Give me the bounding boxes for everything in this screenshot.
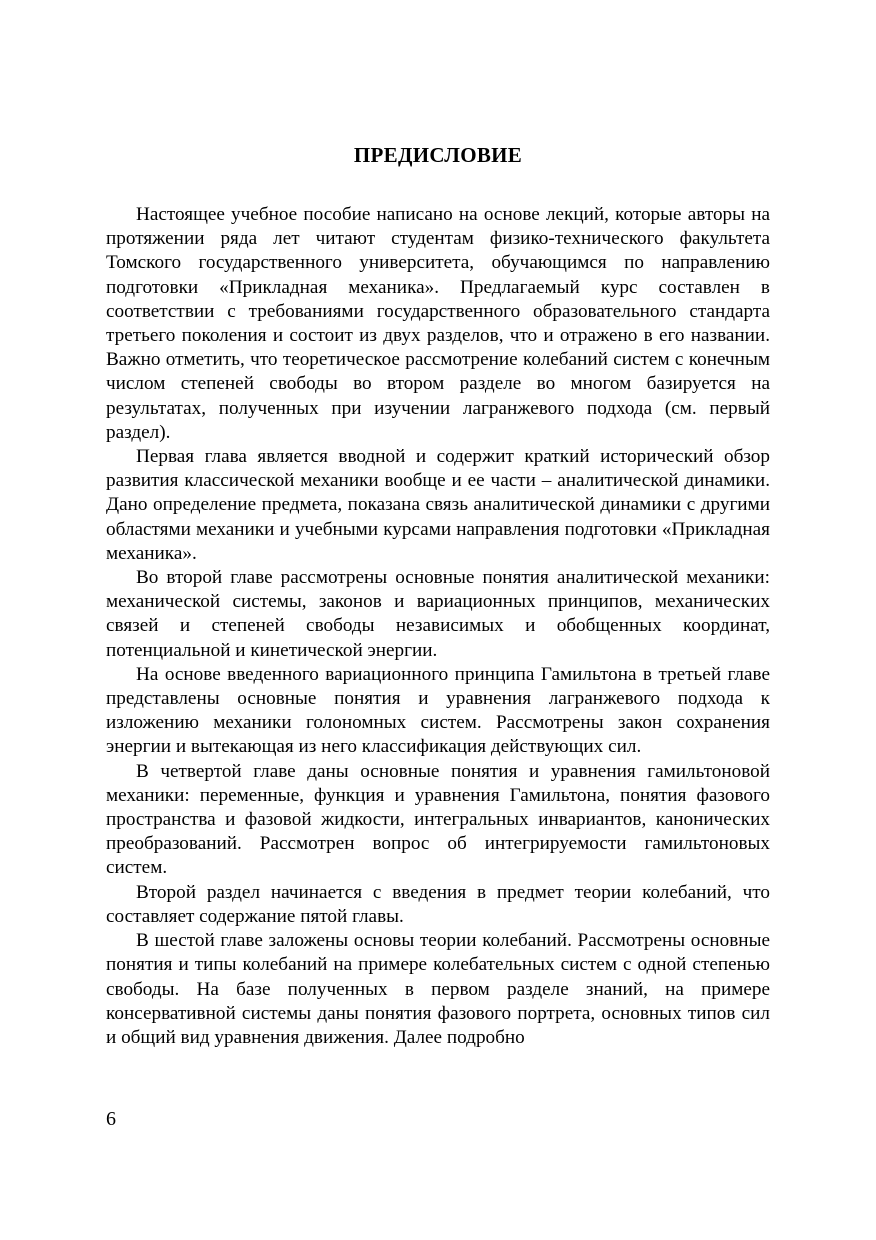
paragraph: В шестой главе заложены основы теории колебаний. Рассмотрены основные понятия и типы колебаний на примере колебательных систем с одной степенью свободы. На базе полученных в первом разделе знаний, на примере консервативной системы даны понятия фазового портрета, основных типов сил и общий вид уравнения движения. Далее подробно [106,930,770,1048]
paragraph: Во второй главе рассмотрены основные понятия аналитической механики: механической системы, законов и вариационных принципов, механических связей и степеней свободы независимых и обобщенных координат, потенциальной и кинетической энергии. [106,567,770,661]
body-text [106,203,770,1050]
page-title: ПРЕДИСЛОВИЕ [353,143,523,167]
paragraph: Настоящее учебное пособие написано на основе лекций, которые авторы на протяжении ряда лет читают студентам физико-технического факультета Томского государственного университета, обучающимся по направлению подготовки «Прикладная механика». Предлагаемый курс составлен в соответствии с требованиями государственного образовательного стандарта третьего поколения и состоит из двух разделов, что и отражено в его названии. Важно отметить, что теоретическое рассмотрение колебаний систем с конечным числом степеней свободы во втором разделе во многом базируется на результатах, полученных при изучении лагранжевого подхода (см. первый раздел). [106,204,770,443]
page-number: 6 [106,1108,116,1130]
paragraph: В четвертой главе даны основные понятия и уравнения гамильтоновой механики: переменные, функция и уравнения Гамильтона, понятия фазового пространства и фазовой жидкости, интегральных инвариантов, канонических преобразований. Рассмотрен вопрос об интегрируемости гамильтоновых систем. [106,760,770,879]
paragraph: Второй раздел начинается с введения в предмет теории колебаний, что составляет содержание пятой главы. [106,881,770,927]
paragraph: На основе введенного вариационного принципа Гамильтона в третьей главе представлены основные понятия и уравнения лагранжевого подхода к изложению механики голономных систем. Рассмотрены закон сохранения энергии и вытекающая из него классификация действующих сил. [106,663,770,758]
paragraph: Первая глава является вводной и содержит краткий исторический обзор развития классической механики вообще и ее части – аналитической динамики. Дано определение предмета, показана связь аналитической динамики с другими областями механики и учебными курсами направления подготовки «Прикладная механика». [106,446,770,564]
